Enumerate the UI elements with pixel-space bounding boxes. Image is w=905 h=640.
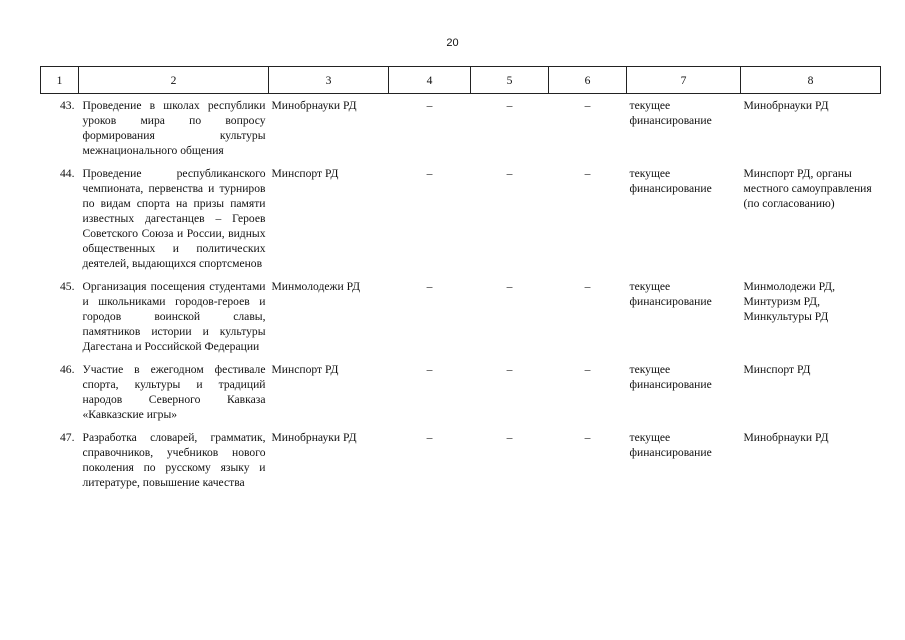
column-header-7: 7 [627,67,741,94]
page-number: 20 [446,37,459,49]
row-number: 43. [60,99,75,112]
col6-value: – [584,167,591,180]
responsible-party: Минспорт РД [743,363,811,376]
row-number: 47. [60,431,75,444]
table-row [41,162,881,271]
table-row [41,426,881,490]
responsible-party: Минобрнауки РД [743,431,829,444]
col6-value: – [584,99,591,112]
col6-value: – [584,363,591,376]
column-header-6: 6 [549,67,627,94]
column-header-2: 2 [79,67,269,94]
col5-value: – [506,431,513,444]
plan-table [40,66,881,490]
col4-value: – [426,167,433,180]
col6-value: – [584,431,591,444]
financing-source: текущее финансирование [629,363,712,391]
column-header-3: 3 [269,67,389,94]
event-description: Участие в ежегодном фестивале спорта, культуры и традиций народов Северного Кавказа «Кавказские игры» [82,363,266,421]
financing-source: текущее финансирование [629,280,712,308]
col5-value: – [506,99,513,112]
executor: Минобрнауки РД [271,431,357,444]
executor: Минспорт РД [271,363,339,376]
financing-source: текущее финансирование [629,167,712,195]
col5-value: – [506,280,513,293]
event-description: Проведение республиканского чемпионата, первенства и турниров по видам спорта на призы памяти известных дагестанцев – Героев Советского Союза и России, видных общественных и политических деятелей, выдающихся спортсменов [82,167,266,270]
event-description: Проведение в школах республики уроков мира по вопросу формирования культуры межнационального общения [82,99,266,157]
column-header-5: 5 [471,67,549,94]
table-row [41,275,881,354]
row-number: 46. [60,363,75,376]
financing-source: текущее финансирование [629,99,712,127]
row-number: 44. [60,167,75,180]
col4-value: – [426,431,433,444]
column-header-1: 1 [41,67,79,94]
col5-value: – [506,167,513,180]
responsible-party: Минобрнауки РД [743,99,829,112]
table-header [41,67,881,94]
column-header-4: 4 [389,67,471,94]
responsible-party: Минспорт РД, органы местного самоуправления (по согласованию) [743,167,872,210]
column-header-8: 8 [741,67,881,94]
col5-value: – [506,363,513,376]
col6-value: – [584,280,591,293]
event-description: Разработка словарей, грамматик, справочников, учебников нового поколения по русскому языку и литературе, повышение качества [82,431,266,489]
responsible-party: Минмолодежи РД, Минтуризм РД, Минкультуры РД [743,280,835,323]
executor: Минобрнауки РД [271,99,357,112]
table-row [41,94,881,159]
executor: Минспорт РД [271,167,339,180]
table-body [41,94,881,491]
event-description: Организация посещения студентами и школьниками городов-героев и городов воинской славы, памятников истории и культуры Дагестана и Российской Федерации [82,280,266,353]
row-number: 45. [60,280,75,293]
col4-value: – [426,99,433,112]
financing-source: текущее финансирование [629,431,712,459]
col4-value: – [426,280,433,293]
executor: Минмолодежи РД [271,280,361,293]
col4-value: – [426,363,433,376]
table-row [41,358,881,422]
header-row [41,67,881,94]
